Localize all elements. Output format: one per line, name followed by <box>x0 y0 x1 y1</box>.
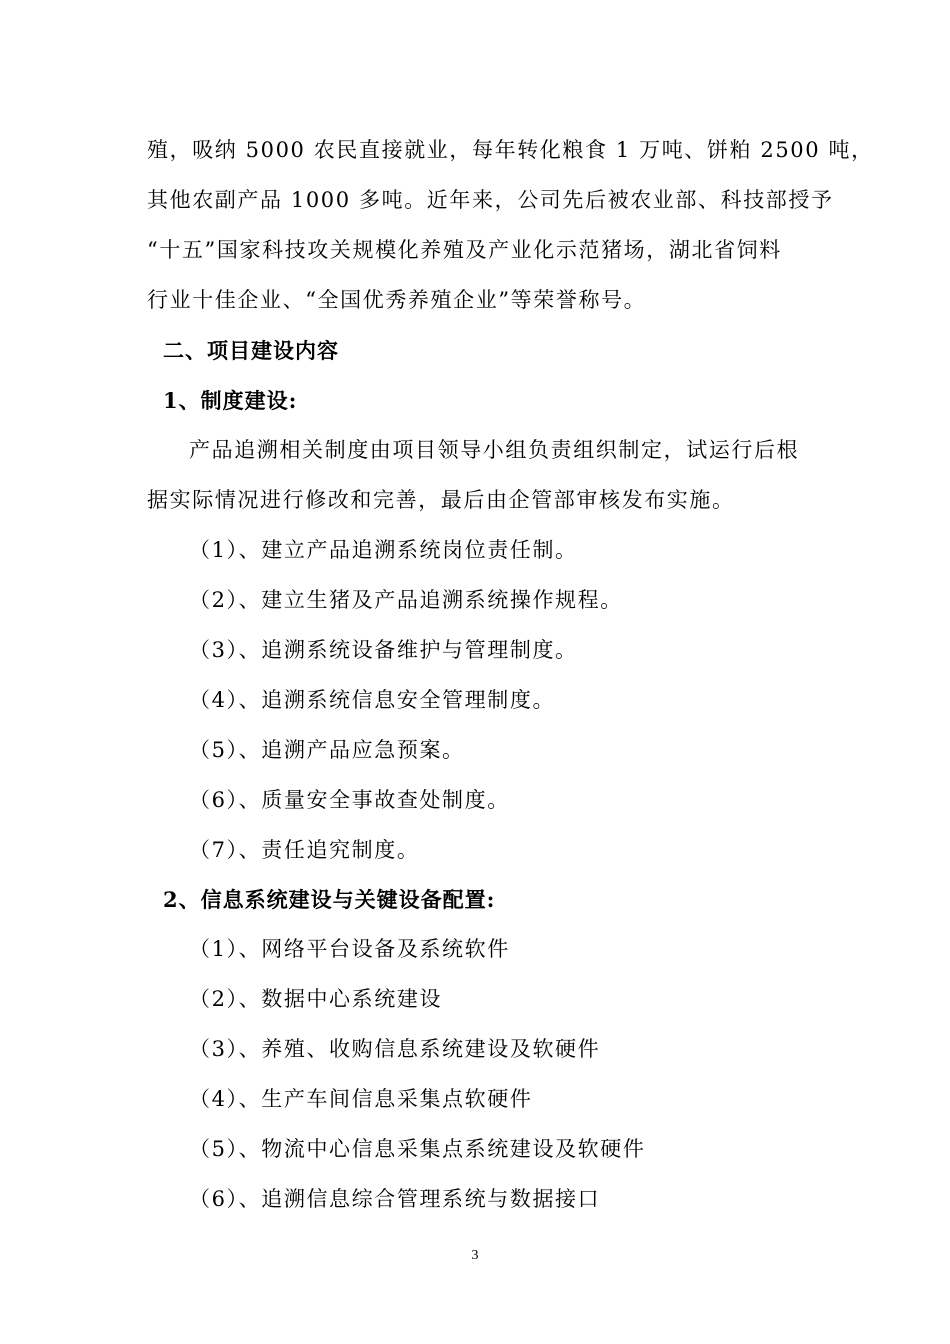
list-item: （3）、追溯系统设备维护与管理制度。 <box>189 638 578 662</box>
list-item: （1）、建立产品追溯系统岗位责任制。 <box>189 538 578 562</box>
section-heading: 二、项目建设内容 <box>163 338 339 363</box>
list-item: （5）、追溯产品应急预案。 <box>189 738 465 762</box>
list-item: （4）、生产车间信息采集点软硬件 <box>189 1087 533 1111</box>
list-item: （2）、建立生猪及产品追溯系统操作规程。 <box>189 588 623 612</box>
list-item: （1）、网络平台设备及系统软件 <box>189 937 510 961</box>
intro-line: “十五”国家科技攻关规模化养殖及产业化示范猪场，湖北省饲料 <box>147 238 782 262</box>
intro-line: 行业十佳企业、“全国优秀养殖企业”等荣誉称号。 <box>147 288 647 312</box>
list-item: （3）、养殖、收购信息系统建设及软硬件 <box>189 1037 601 1061</box>
list-item: （6）、追溯信息综合管理系统与数据接口 <box>189 1187 601 1211</box>
list-item: （4）、追溯系统信息安全管理制度。 <box>189 688 556 712</box>
subsection-heading: 1、制度建设: <box>163 388 298 413</box>
paragraph-line: 产品追溯相关制度由项目领导小组负责组织制定，试运行后根 <box>189 438 800 462</box>
list-item: （5）、物流中心信息采集点系统建设及软硬件 <box>189 1137 646 1161</box>
list-item: （2）、数据中心系统建设 <box>189 987 443 1011</box>
page-number: 3 <box>471 1248 479 1263</box>
subsection-heading: 2、信息系统建设与关键设备配置: <box>163 887 496 912</box>
intro-line: 殖，吸纳 5000 农民直接就业，每年转化粮食 1 万吨、饼粕 2500 吨， <box>147 138 874 162</box>
intro-line: 其他农副产品 1000 多吨。近年来，公司先后被农业部、科技部授予 <box>147 188 834 212</box>
paragraph-line: 据实际情况进行修改和完善，最后由企管部审核发布实施。 <box>147 488 735 512</box>
list-item: （7）、责任追究制度。 <box>189 838 420 862</box>
list-item: （6）、质量安全事故查处制度。 <box>189 788 510 812</box>
